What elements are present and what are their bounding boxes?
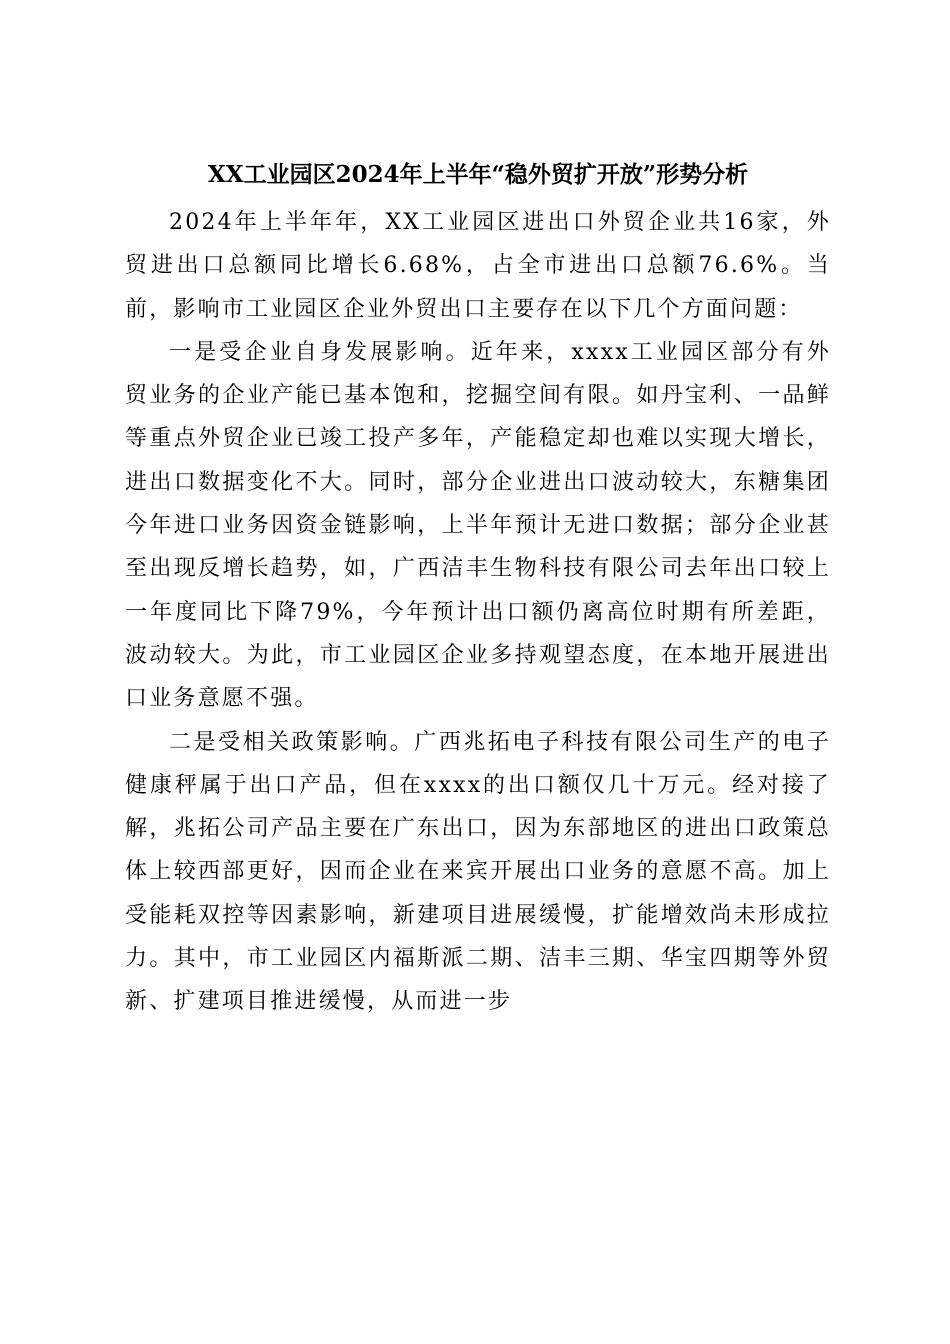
paragraph-intro: 2024年上半年年，XX工业园区进出口外贸企业共16家，外贸进出口总额同比增长6.68%，占全市进出口总额76.6%。当前，影响市工业园区企业外贸出口主要存在以下几个方面问题： <box>125 210 831 322</box>
document-title: XX工业园区2024年上半年“稳外贸扩开放”形势分析 <box>207 161 749 188</box>
paragraph-point-one: 一是受企业自身发展影响。近年来，xxxx工业园区部分有外贸业务的企业产能已基本饱和，挖掘空间有限。如丹宝利、一品鲜等重点外贸企业已竣工投产多年，产能稳定却也难以实现大增长，进出口数据变化不大。同时，部分企业进出口波动较大，东糖集团今年进口业务因资金链影响，上半年预计无进口数据；部分企业甚至出现反增长趋势，如，广西洁丰生物科技有限公司去年出口较上一年度同比下降79%，今年预计出口额仍离高位时期有所差距，波动较大。为此，市工业园区企业多持观望态度，在本地开展进出口业务意愿不强。 <box>125 339 831 712</box>
document-body <box>125 201 831 1024</box>
paragraph-point-two: 二是受相关政策影响。广西兆拓电子科技有限公司生产的电子健康秤属于出口产品，但在xxxx的出口额仅几十万元。经对接了解，兆拓公司产品主要在广东出口，因为东部地区的进出口政策总体上较西部更好，因而企业在来宾开展出口业务的意愿不高。加上受能耗双控等因素影响，新建项目进展缓慢，扩能增效尚未形成拉力。其中，市工业园区内福斯派二期、洁丰三期、华宝四期等外贸新、扩建项目推进缓慢，从而进一步 <box>125 729 831 1015</box>
